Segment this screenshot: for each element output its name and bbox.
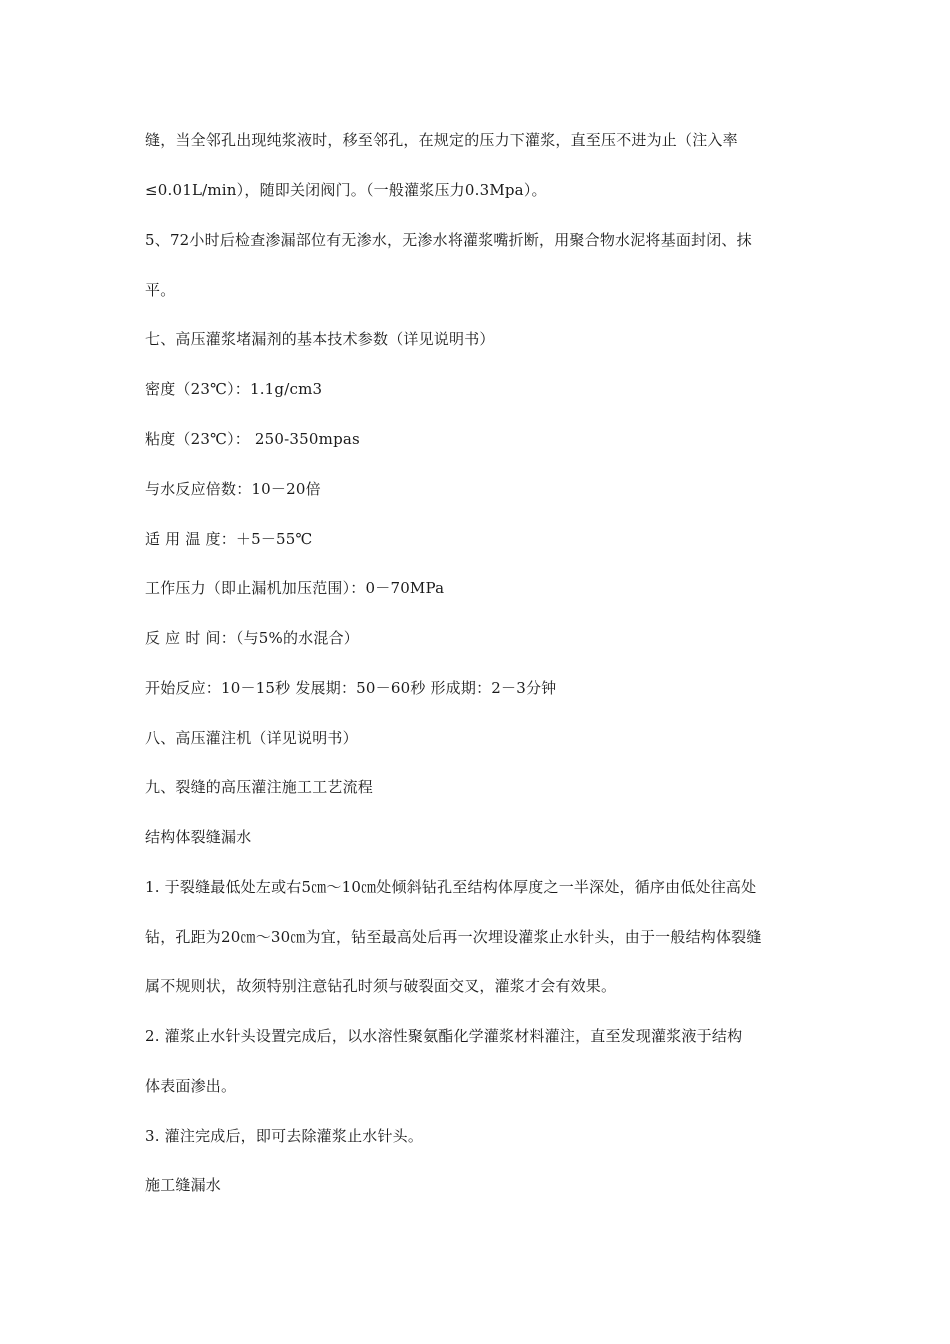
paragraph-line: 3. 灌注完成后，即可去除灌浆止水针头。 (145, 1127, 424, 1145)
paragraph-line: 2. 灌浆止水针头设置完成后，以水溶性聚氨酯化学灌浆材料灌注，直至发现灌浆液于结构 (145, 1027, 743, 1045)
paragraph-line: 钻，孔距为20㎝～30㎝为宜，钻至最高处后再一次埋设灌浆止水针头，由于一般结构体裂缝 (145, 928, 762, 946)
parameter-viscosity: 粘度（23℃）： 250-350mpas (145, 430, 360, 448)
paragraph-line: 5、72小时后检查渗漏部位有无渗水，无渗水将灌浆嘴折断，用聚合物水泥将基面封闭、抹 (145, 231, 752, 249)
parameter-reaction-time: 反 应 时 间：（与5%的水混合） (145, 629, 360, 647)
parameter-pressure: 工作压力（即止漏机加压范围）：0－70MPa (145, 579, 445, 597)
paragraph-line: 体表面渗出。 (145, 1077, 237, 1095)
parameter-reaction-ratio: 与水反应倍数：10－20倍 (145, 480, 321, 498)
parameter-reaction-stages: 开始反应：10－15秒 发展期：50－60秒 形成期：2－3分钟 (145, 679, 557, 697)
paragraph-line: 缝，当全邻孔出现纯浆液时，移至邻孔，在规定的压力下灌浆，直至压不进为止（注入率 (145, 131, 738, 149)
section-heading: 七、高压灌浆堵漏剂的基本技术参数（详见说明书） (145, 330, 495, 348)
paragraph-line: ≤0.01L/min），随即关闭阀门。（一般灌浆压力0.3Mpa）。 (145, 181, 547, 199)
subsection-heading: 结构体裂缝漏水 (145, 828, 252, 846)
subsection-heading: 施工缝漏水 (145, 1176, 222, 1194)
paragraph-line: 属不规则状，故须特别注意钻孔时须与破裂面交叉，灌浆才会有效果。 (145, 977, 617, 995)
parameter-temperature: 适 用 温 度：＋5－55℃ (145, 530, 313, 548)
paragraph-line: 平。 (145, 281, 176, 299)
paragraph-line: 1. 于裂缝最低处左或右5㎝～10㎝处倾斜钻孔至结构体厚度之一半深处，循序由低处往高处 (145, 878, 757, 896)
section-heading: 八、高压灌注机（详见说明书） (145, 729, 358, 747)
section-heading: 九、裂缝的高压灌注施工工艺流程 (145, 778, 374, 796)
parameter-density: 密度（23℃）：1.1g/cm3 (145, 380, 323, 398)
